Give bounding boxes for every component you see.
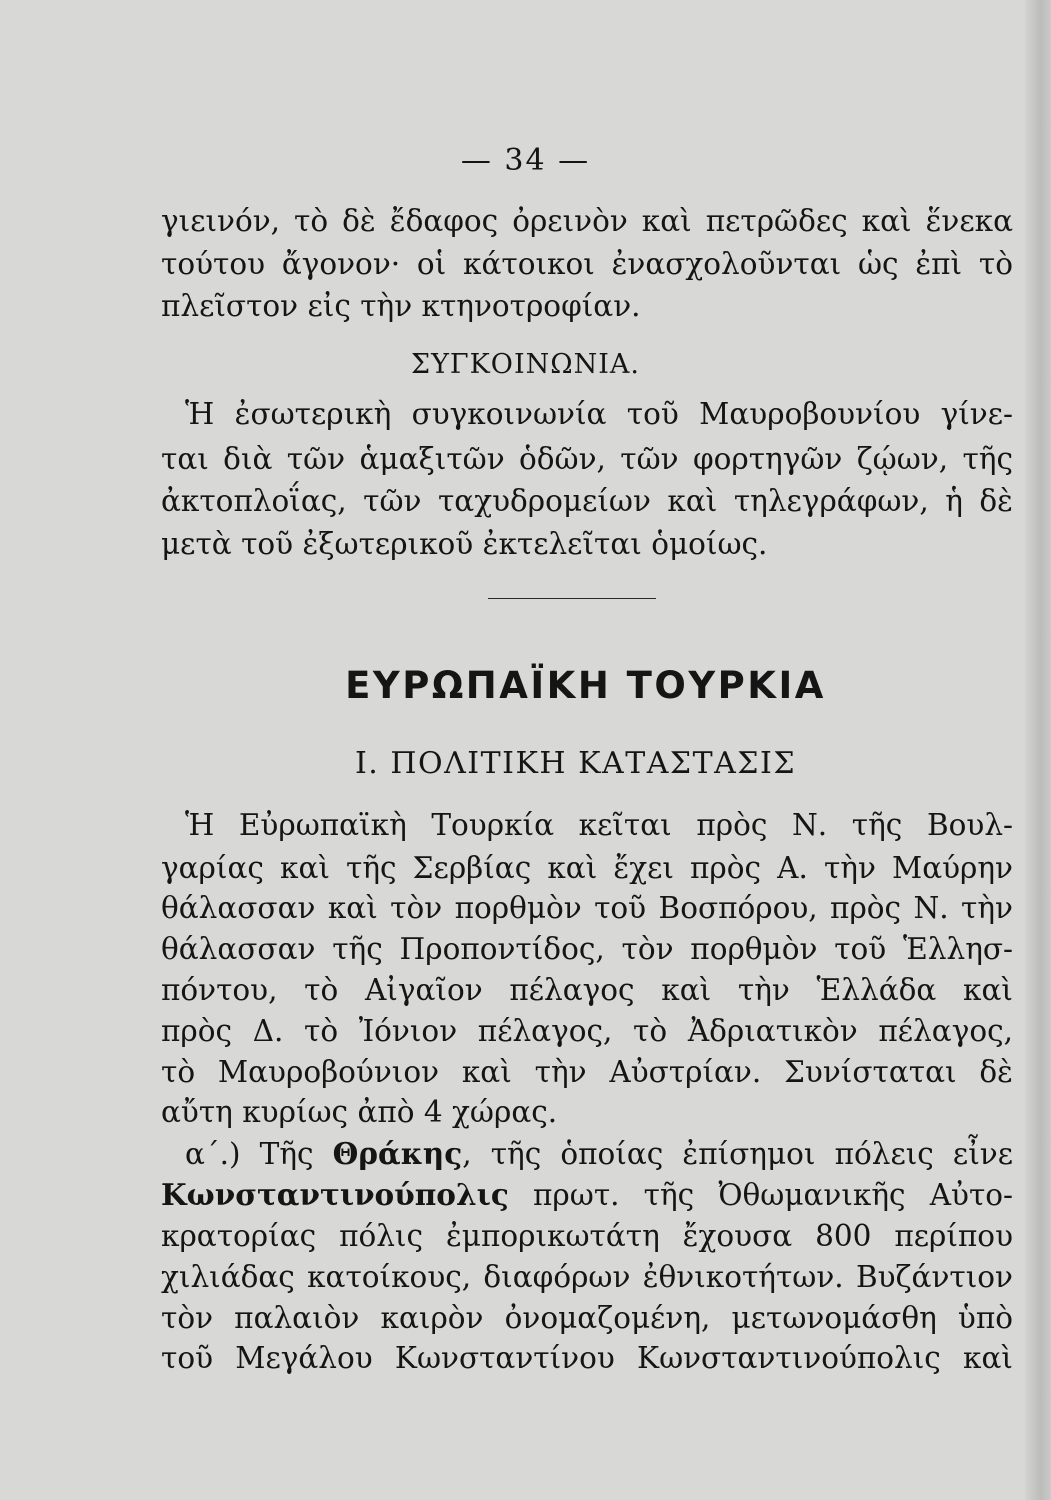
text-line: τοῦ Μεγάλου Κωνσταντίνου Κωνσταντινούπολις καὶ — [161, 1341, 1013, 1375]
chapter-subtitle: Ι. ΠΟΛΙΤΙΚΗ ΚΑΤΑΣΤΑΣΙΣ — [354, 746, 797, 781]
constantinople-bold-term: Κωνσταντινούπολις — [161, 1177, 509, 1212]
section-divider — [488, 598, 656, 599]
text-line: γιεινόν, τὸ δὲ ἔδαφος ὀρεινὸν καὶ πετρῶδες καὶ ἕνεκα — [161, 204, 1013, 238]
constantinople-line — [161, 1176, 1013, 1214]
text-line: θάλασσαν καὶ τὸν πορθμὸν τοῦ Βοσπόρου, πρὸς Ν. τὴν — [161, 891, 1013, 925]
text-line: χιλιάδας κατοίκους, διαφόρων ἐθνικοτήτων. Βυζάντιον — [161, 1260, 1013, 1294]
text-line: θάλασσαν τῆς Προποντίδος, τὸν πορθμὸν τοῦ Ἑλλησ- — [161, 932, 1013, 966]
thrace-line — [185, 1135, 1013, 1173]
text-line: ἀκτοπλοΐας, τῶν ταχυδρομείων καὶ τηλεγράφων, ἡ δὲ — [161, 484, 1013, 518]
text-line: πρὸς Δ. τὸ Ἰόνιον πέλαγος, τὸ Ἀδριατικὸν πέλαγος, — [161, 1014, 1013, 1048]
chapter-title: ΕΥΡΩΠΑΪΚΗ ΤΟΥΡΚΙΑ — [345, 664, 826, 707]
thrace-suffix: , τῆς ὁποίας ἐπίσημοι πόλεις εἶνε — [462, 1137, 1014, 1171]
text-line: Ἡ ἐσωτερικὴ συγκοινωνία τοῦ Μαυροβουνίου γίνε- — [185, 397, 1013, 431]
text-line: αὔτη κυρίως ἀπὸ 4 χώρας. — [161, 1095, 558, 1129]
text-line: κρατορίας πόλις ἐμπορικωτάτη ἔχουσα 800 περίπου — [161, 1219, 1013, 1253]
text-line: μετὰ τοῦ ἐξωτερικοῦ ἐκτελεῖται ὁμοίως. — [161, 527, 768, 561]
text-line: τὸν παλαιὸν καιρὸν ὀνομαζομένη, μετωνομάσθη ὑπὸ — [161, 1301, 1013, 1335]
constantinople-suffix: πρωτ. τῆς Ὀθωμανικῆς Αὐτο- — [508, 1178, 1013, 1212]
text-line: Ἡ Εὐρωπαϊκὴ Τουρκία κεῖται πρὸς Ν. τῆς Βουλ- — [185, 808, 1013, 842]
text-line: πόντου, τὸ Αἰγαῖον πέλαγος καὶ τὴν Ἑλλάδα καὶ — [161, 973, 1013, 1007]
text-line: τούτου ἄγονον· οἱ κάτοικοι ἐνασχολοῦνται ὡς ἐπὶ τὸ — [161, 247, 1013, 281]
text-line: τὸ Μαυροβούνιον καὶ τὴν Αὐστρίαν. Συνίσταται δὲ — [161, 1055, 1013, 1089]
text-line: ται διὰ τῶν ἁμαξιτῶν ὁδῶν, τῶν φορτηγῶν ζῴων, τῆς — [161, 442, 1013, 476]
text-line: γαρίας καὶ τῆς Σερβίας καὶ ἔχει πρὸς Α. τὴν Μαύρην — [161, 851, 1013, 885]
page-number: — 34 — — [460, 143, 591, 178]
thrace-prefix: α΄.) Τῆς — [185, 1137, 333, 1171]
text-line: πλεῖστον εἰς τὴν κτηνοτροφίαν. — [161, 289, 641, 323]
thrace-bold-term: Θράκης — [332, 1136, 463, 1171]
section-heading: ΣΥΓΚΟΙΝΩΝΙΑ. — [410, 349, 640, 380]
